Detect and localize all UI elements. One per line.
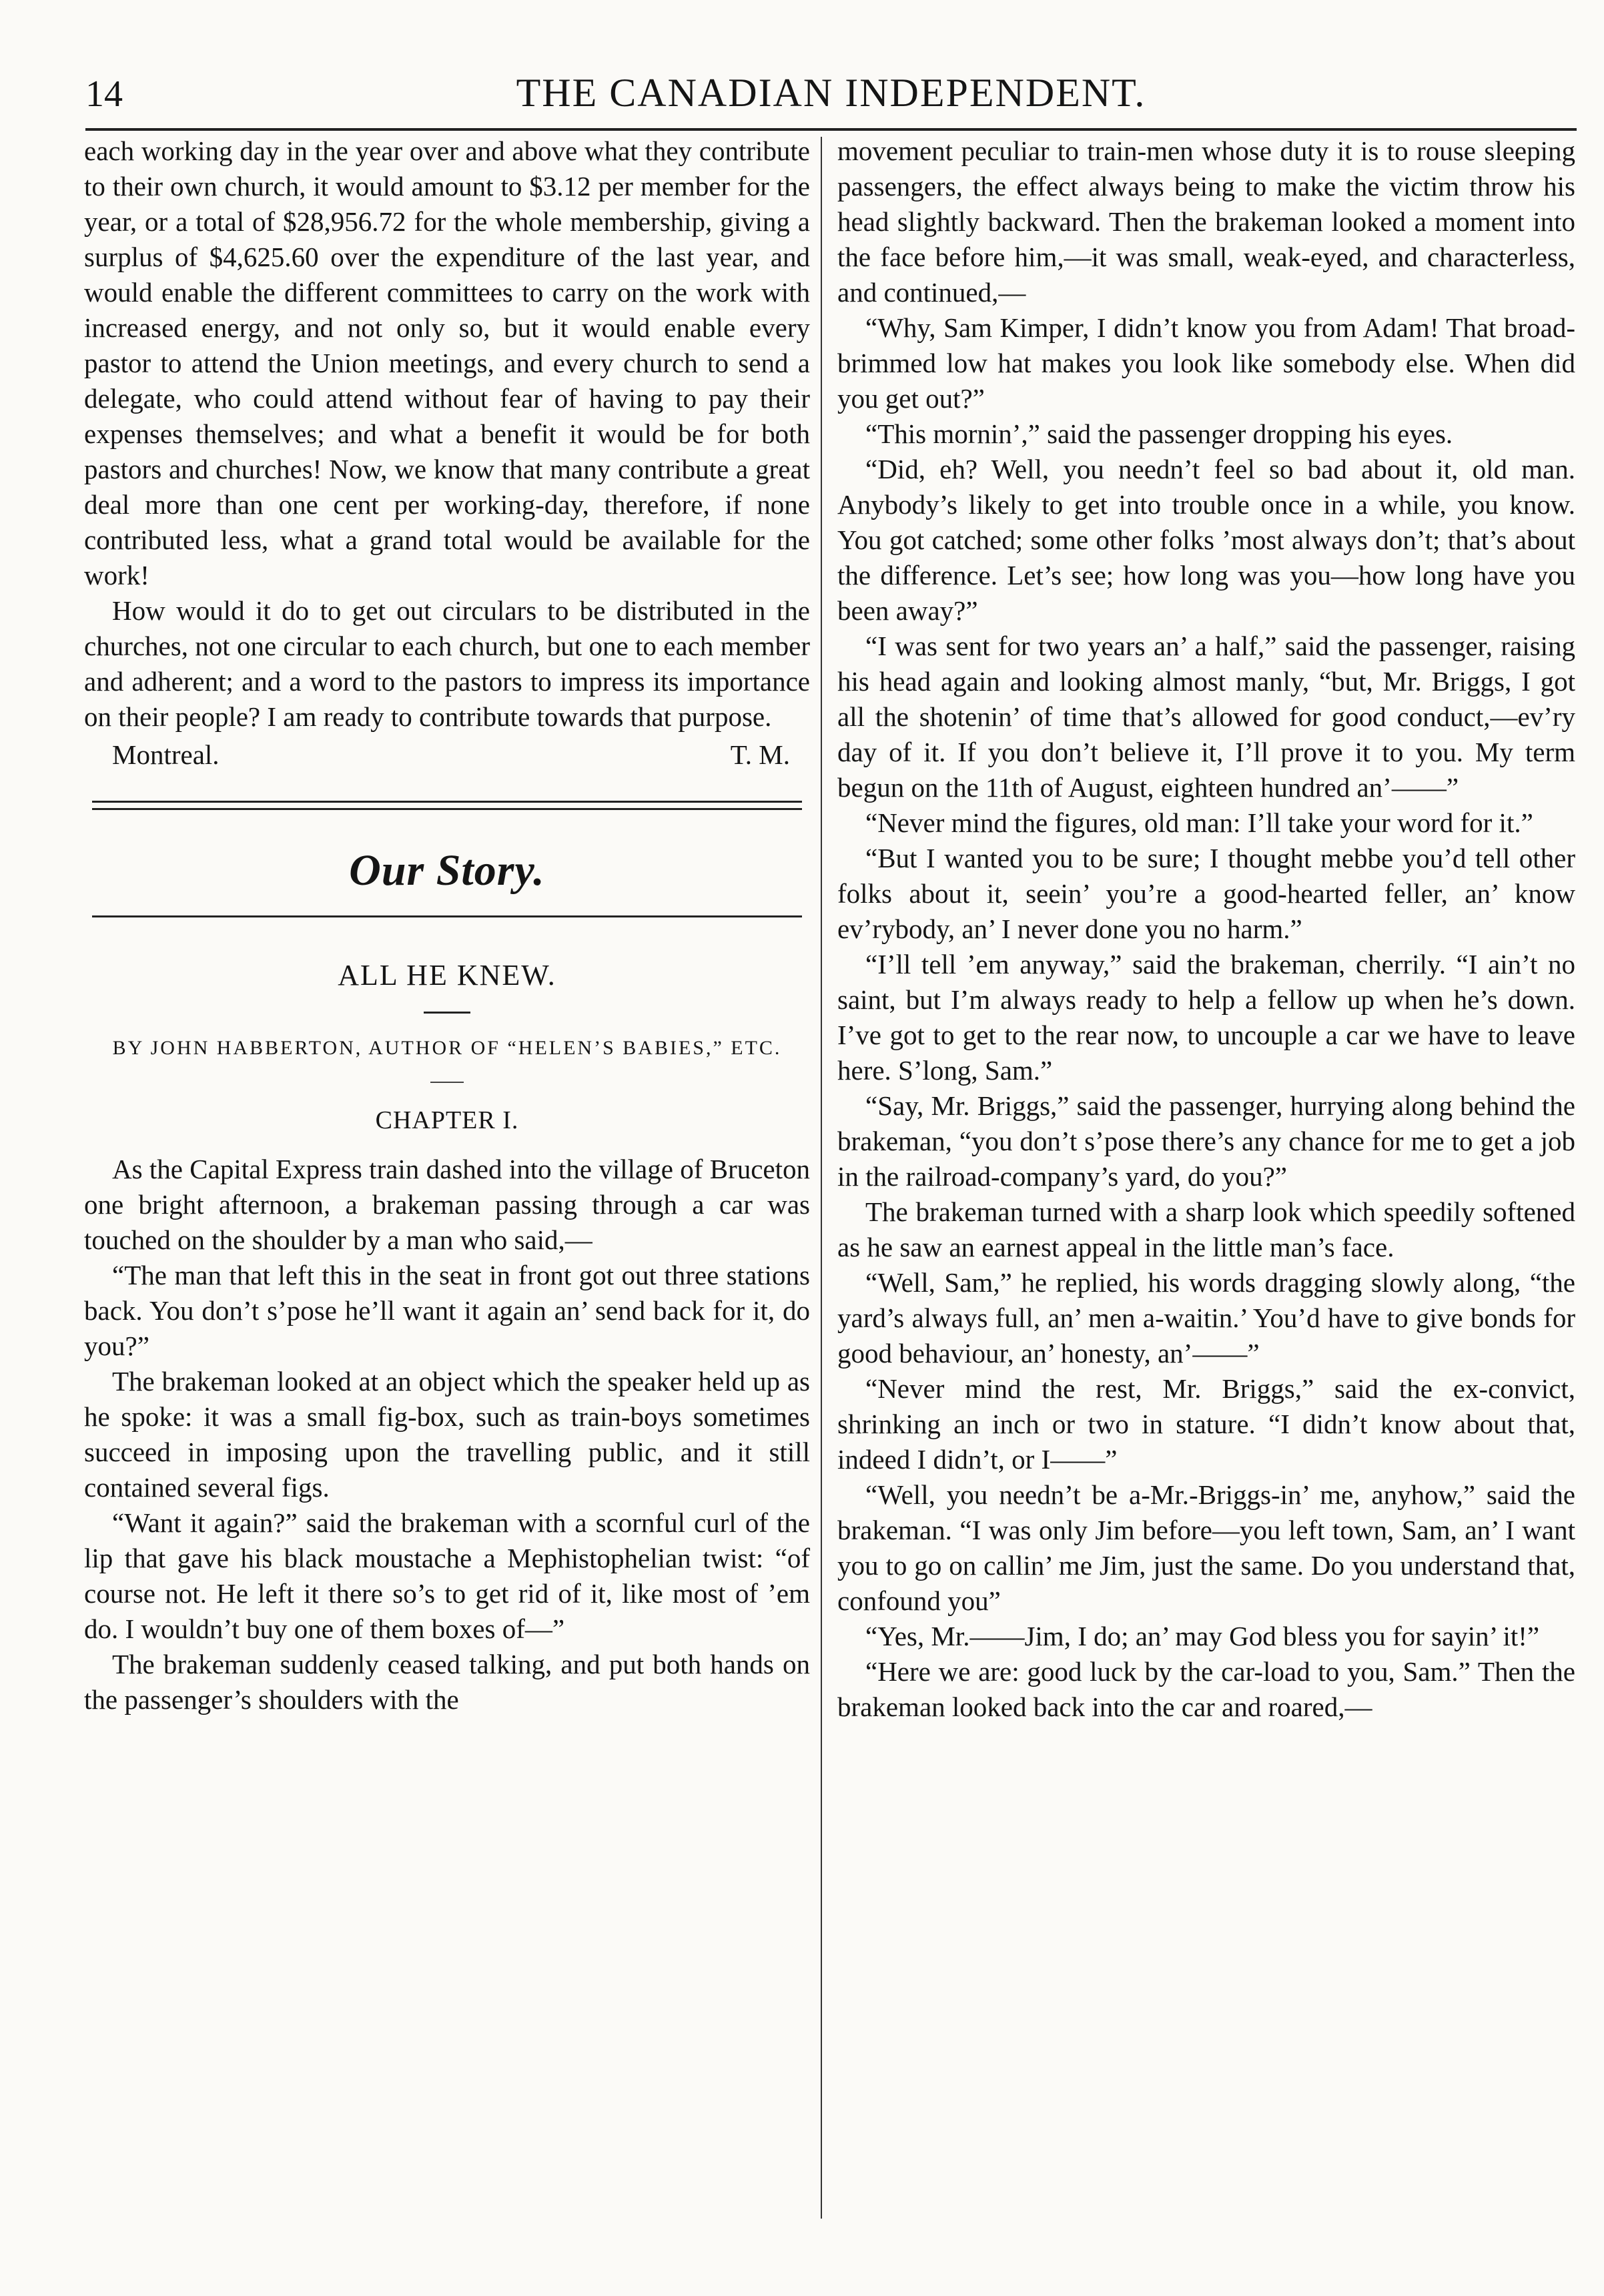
left-column xyxy=(84,133,810,1717)
section-divider xyxy=(92,801,802,810)
story-title: ALL HE KNEW. xyxy=(338,959,556,992)
title-rule xyxy=(424,1012,470,1014)
right-column xyxy=(837,133,1575,1725)
letter-paragraph: each working day in the year over and above what they contribute to their own church, it would amount to $3.12 per member for the year, or a total of $28,956.72 for the whole membership, giving a surplus of $4,625.60 over the expenditure of the last year, and would enable the different committees to carry on the work with increased energy, and not only so, but it would enable every pastor to attend the Union meetings, and every church to send a delegate, who could attend without fear of having to pay their expenses themselves; and what a benefit it would be for both pastors and churches! Now, we know that many contribute a great deal more than one cent per working-day, therefore, if none contributed less, what a grand total would be available for the work! xyxy=(84,135,810,591)
letter-signature xyxy=(84,737,810,773)
story-paragraph: movement peculiar to train-men whose duty it is to rouse sleeping passengers, the effect always being to make the victim throw his head slightly backward. Then the brakeman looked a moment into the face before him,—it was small, weak-eyed, and characterless, and continued,— xyxy=(837,135,1575,308)
story-paragraph: “I’ll tell ’em anyway,” said the brakeman, cherrily. “I ain’t no saint, but I’m always ready to help a fellow up when he’s down. I’ve got to get to the rear now, to uncouple a car we have to leave here. S’long, Sam.” xyxy=(837,949,1575,1086)
signature-initials: T. M. xyxy=(730,739,790,770)
story-paragraph: “Why, Sam Kimper, I didn’t know you from Adam! That broad-brimmed low hat makes you look like somebody else. When did you get out?” xyxy=(837,312,1575,414)
story-paragraph: “I was sent for two years an’ a half,” said the passenger, raising his head again and looking almost manly, “but, Mr. Briggs, I got all the shotenin’ of time that’s allowed for good conduct,—ev’ry day of it. If you don’t believe it, I’ll prove it to you. My term begun on the 11th of August, eighteen hundred an’——” xyxy=(837,631,1575,803)
story-paragraph: “This mornin’,” said the passenger dropping his eyes. xyxy=(865,418,1453,449)
story-paragraph: “Never mind the figures, old man: I’ll take your word for it.” xyxy=(865,807,1533,838)
page-header xyxy=(85,63,1577,123)
section-heading: Our Story. xyxy=(349,846,545,895)
story-paragraph: “Yes, Mr.——Jim, I do; an’ may God bless you for sayin’ it!” xyxy=(865,1621,1540,1651)
chapter-heading: CHAPTER I. xyxy=(375,1106,519,1134)
byline-rule xyxy=(430,1082,464,1083)
story-paragraph: “Well, you needn’t be a-Mr.-Briggs-in’ me, anyhow,” said the brakeman. “I was only Jim before—you left town, Sam, an’ I want you to go on callin’ me Jim, just the same. Do you understand that, confound you” xyxy=(837,1479,1575,1616)
story-paragraph: “The man that left this in the seat in front got out three stations back. You don’t s’pose he’ll want it again an’ send back for it, do you?” xyxy=(84,1260,810,1361)
story-paragraph: “Here we are: good luck by the car-load to you, Sam.” Then the brakeman looked back into the car and roared,— xyxy=(837,1656,1575,1722)
column-divider xyxy=(821,137,822,2219)
heading-rule xyxy=(92,915,802,917)
story-paragraph: The brakeman turned with a sharp look which speedily softened as he saw an earnest appeal in the little man’s face. xyxy=(837,1196,1575,1262)
story-paragraph: “Did, eh? Well, you needn’t feel so bad about it, old man. Anybody’s likely to get into trouble once in a while, you know. You got catched; some other folks ’most always don’t; that’s about the difference. Let’s see; how long was you—how long have you been away?” xyxy=(837,454,1575,626)
story-paragraph: “Well, Sam,” he replied, his words dragging slowly along, “the yard’s always full, an’ men a-waitin.’ You’d have to give bonds for good behaviour, an’ honesty, an’——” xyxy=(837,1267,1575,1369)
story-paragraph: “But I wanted you to be sure; I thought mebbe you’d tell other folks about it, seein’ you’re a good-hearted feller, an’ know ev’rybody, an’ I never done you no harm.” xyxy=(837,843,1575,944)
header-rule xyxy=(85,128,1577,131)
page-number: 14 xyxy=(85,73,123,115)
story-byline: BY JOHN HABBERTON, AUTHOR OF “HELEN’S BABIES,” ETC. xyxy=(112,1037,782,1059)
story-paragraph: “Never mind the rest, Mr. Briggs,” said the ex-convict, shrinking an inch or two in stature. “I didn’t know about that, indeed I didn’t, or I——” xyxy=(837,1373,1575,1475)
story-paragraph: As the Capital Express train dashed into the village of Bruceton one bright afternoon, a brakeman passing through a car was touched on the shoulder by a man who said,— xyxy=(84,1154,810,1255)
story-paragraph: “Say, Mr. Briggs,” said the passenger, hurrying along behind the brakeman, “you don’t s’pose there’s any chance for me to get a job in the railroad-company’s yard, do you?” xyxy=(837,1090,1575,1192)
letter-paragraph: How would it do to get out circulars to be distributed in the churches, not one circular to each church, but one to each member and adherent; and a word to the pastors to impress its importance on their people? I am ready to contribute towards that purpose. xyxy=(84,595,810,732)
story-paragraph: “Want it again?” said the brakeman with a scornful curl of the lip that gave his black moustache a Mephistophelian twist: “of course not. He left it there so’s to get rid of it, like most of ’em do. I wouldn’t buy one of them boxes of—” xyxy=(84,1507,810,1644)
story-paragraph: The brakeman looked at an object which the speaker held up as he spoke: it was a small fig-box, such as train-boys sometimes succeed in imposing upon the travelling public, and it still contained several figs. xyxy=(84,1366,810,1503)
journal-title: THE CANADIAN INDEPENDENT. xyxy=(516,71,1146,115)
signature-place: Montreal. xyxy=(112,739,220,770)
story-paragraph: The brakeman suddenly ceased talking, and put both hands on the passenger’s shoulders with the xyxy=(84,1649,810,1715)
